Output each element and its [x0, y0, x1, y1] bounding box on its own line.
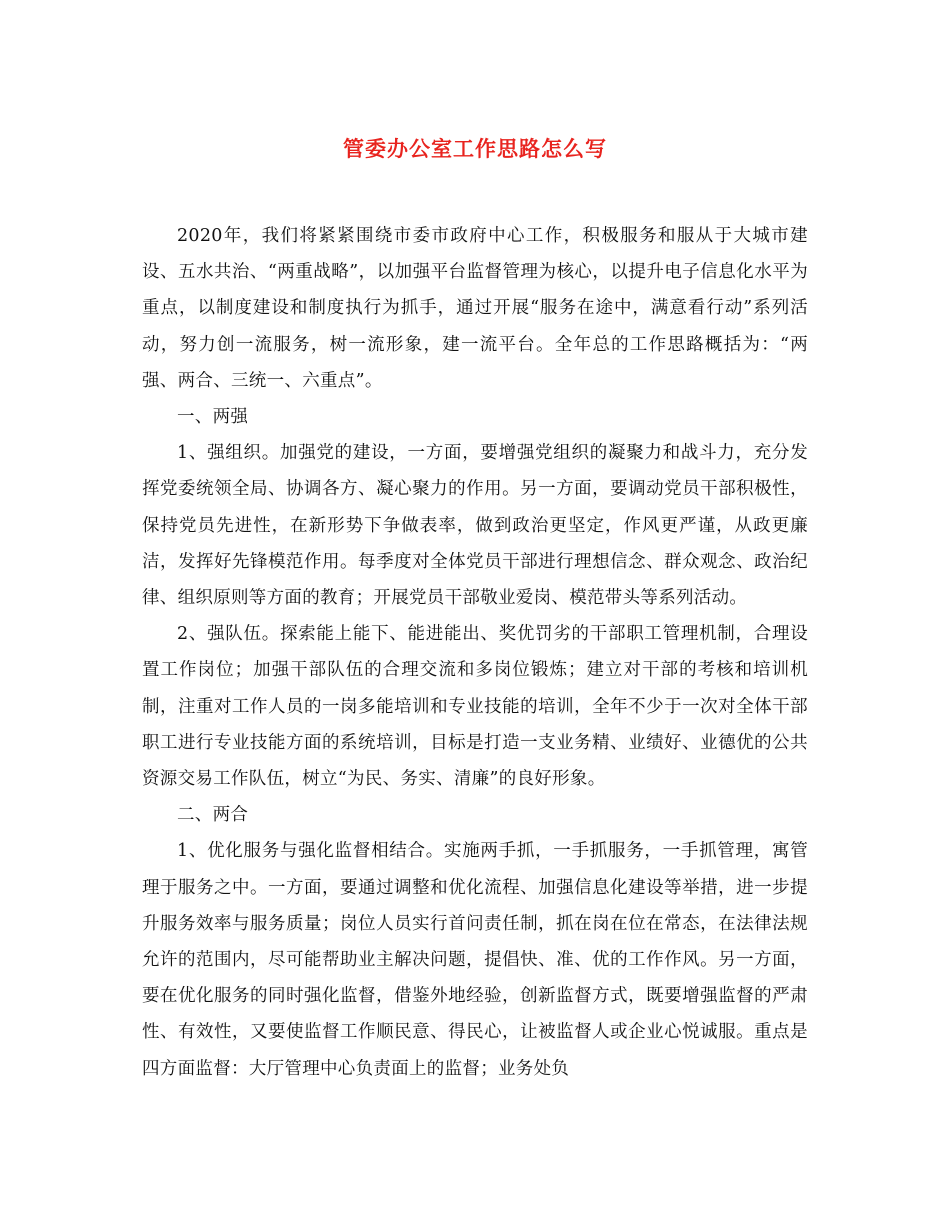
- heading-section-2: 二、两合: [177, 805, 249, 826]
- paragraph-strengthen-organization: 1、强组织。加强党的建设，一方面，要增强党组织的凝聚力和战斗力，充分发挥党委统领全局、协调各方、凝心聚力的作用。另一方面，要调动党员干部积极性，保持党员先进性，在新形势下争做表率，做到政治更坚定，作风更严谨，从政更廉洁，发挥好先锋模范作用。每季度对全体党员干部进行理想信念、群众观念、政治纪律、组织原则等方面的教育；开展党员干部敬业爱岗、模范带头等系列活动。: [142, 443, 808, 609]
- paragraph-service-supervision: 1、优化服务与强化监督相结合。实施两手抓，一手抓服务，一手抓管理，寓管理于服务之中。一方面，要通过调整和优化流程、加强信息化建设等举措，进一步提升服务效率与服务质量；岗位人员实行首问责任制，抓在岗在位在常态，在法律法规允许的范围内，尽可能帮助业主解决问题，提倡快、准、优的工作作风。另一方面，要在优化服务的同时强化监督，借鉴外地经验，创新监督方式，既要增强监督的严肃性、有效性，又要使监督工作顺民意、得民心，让被监督人或企业心悦诚服。重点是四方面监督：大厅管理中心负责面上的监督；业务处负: [142, 841, 808, 1079]
- heading-section-1: 一、两强: [177, 407, 249, 428]
- document-body: [142, 218, 808, 1087]
- page-title: 管委办公室工作思路怎么写: [343, 136, 607, 161]
- paragraph-intro: 2020年，我们将紧紧围绕市委市政府中心工作，积极服务和服从于大城市建设、五水共治、“两重战略”，以加强平台监督管理为核心，以提升电子信息化水平为重点，以制度建设和制度执行为抓手，通过开展“服务在途中，满意看行动”系列活动，努力创一流服务，树一流形象，建一流平台。全年总的工作思路概括为：“两强、两合、三统一、六重点”。: [142, 226, 808, 391]
- paragraph-strengthen-team: 2、强队伍。探索能上能下、能进能出、奖优罚劣的干部职工管理机制，合理设置工作岗位；加强干部队伍的合理交流和多岗位锻炼；建立对干部的考核和培训机制，注重对工作人员的一岗多能培训和专业技能的培训，全年不少于一次对全体干部职工进行专业技能方面的系统培训，目标是打造一支业务精、业绩好、业德优的公共资源交易工作队伍，树立“为民、务实、清廉”的良好形象。: [142, 624, 808, 790]
